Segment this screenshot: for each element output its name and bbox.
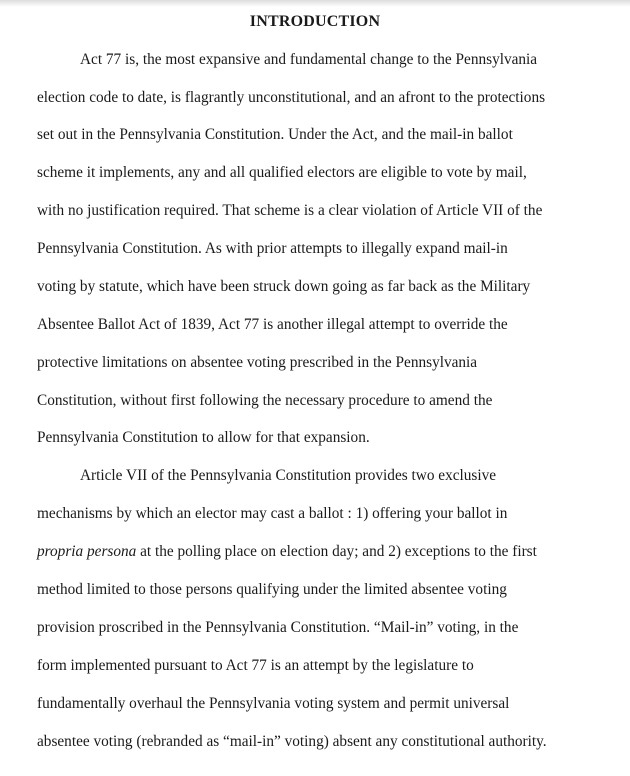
- text-line: form implemented pursuant to Act 77 is an attempt by the legislature to: [37, 657, 474, 674]
- text-line: Pennsylvania Constitution to allow for that expansion.: [37, 429, 370, 446]
- text-line: Absentee Ballot Act of 1839, Act 77 is another illegal attempt to override the: [37, 316, 508, 333]
- text-line: absentee voting (rebranded as “mail-in” voting) absent any constitutional authority.: [37, 733, 547, 750]
- text-line: scheme it implements, any and all qualified electors are eligible to vote by mail,: [37, 164, 527, 181]
- latin-phrase: propria persona: [37, 543, 137, 560]
- text-line-rest: at the polling place on election day; and 2) exceptions to the first: [136, 543, 537, 560]
- text-line: voting by statute, which have been struck down going as far back as the Military: [37, 278, 531, 295]
- text-line: Act 77 is, the most expansive and fundamental change to the Pennsylvania: [80, 51, 538, 68]
- text-line: method limited to those persons qualifying under the limited absentee voting: [37, 581, 507, 598]
- text-line: with no justification required. That scheme is a clear violation of Article VII of the: [37, 202, 543, 219]
- text-line: fundamentally overhaul the Pennsylvania voting system and permit universal: [37, 695, 510, 712]
- text-line: set out in the Pennsylvania Constitution. Under the Act, and the mail-in ballot: [37, 126, 513, 143]
- text-line: mechanisms by which an elector may cast a ballot : 1) offering your ballot in: [37, 505, 508, 522]
- text-line: protective limitations on absentee voting prescribed in the Pennsylvania: [37, 354, 478, 371]
- text-line: election code to date, is flagrantly unconstitutional, and an afront to the protections: [37, 89, 546, 106]
- text-line: provision proscribed in the Pennsylvania Constitution. “Mail-in” voting, in the: [37, 619, 519, 636]
- text-line: Pennsylvania Constitution. As with prior attempts to illegally expand mail-in: [37, 240, 508, 257]
- text-line: Constitution, without first following the necessary procedure to amend the: [37, 392, 493, 409]
- text-line: [37, 543, 537, 561]
- section-heading: INTRODUCTION: [249, 13, 381, 30]
- text-line: Article VII of the Pennsylvania Constitution provides two exclusive: [80, 467, 497, 484]
